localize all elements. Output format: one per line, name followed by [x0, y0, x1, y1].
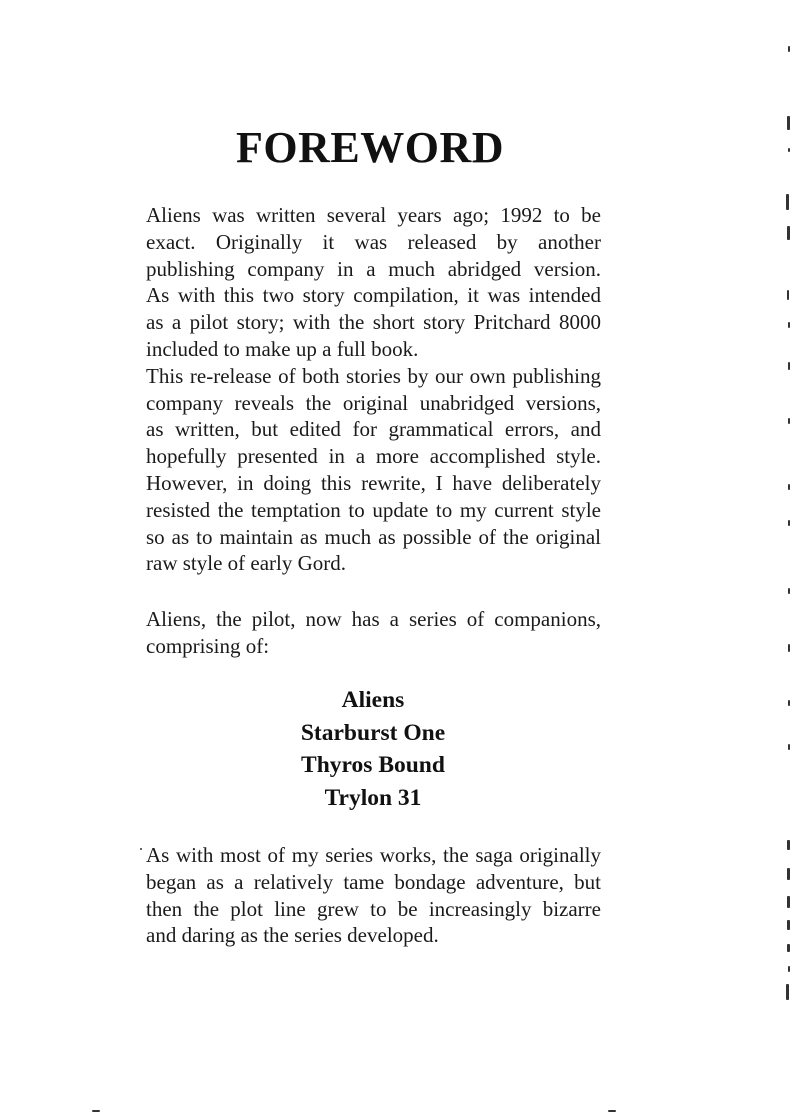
text-line: hopefully presented in a more accomplished style.: [146, 444, 601, 469]
foreword-paragraph-2: [146, 606, 601, 660]
series-list: [0, 684, 746, 814]
scan-mark: [786, 984, 789, 1000]
text-line: As with most of my series works, the saga originally: [146, 843, 601, 867]
text-line: began as a relatively tame bondage adventure, but: [146, 869, 601, 894]
series-title: Thyros Bound: [301, 752, 445, 778]
scan-mark: [787, 290, 789, 300]
text-line: and daring as the series developed.: [146, 923, 439, 948]
text-line: As with this two story compilation, it was intended: [146, 283, 601, 308]
series-title: Starburst One: [300, 719, 446, 746]
scan-mark: [787, 944, 790, 952]
text-line: exact. Originally it was released by another: [146, 229, 601, 254]
scan-mark: [788, 744, 790, 750]
scan-mark: [786, 194, 789, 210]
scan-mark: [788, 520, 790, 526]
series-title: Trylon 31: [324, 784, 422, 811]
scan-mark: [787, 868, 790, 880]
text-line: Aliens, the pilot, now has a series of companions,: [146, 607, 601, 631]
scan-mark: [788, 148, 790, 152]
text-line: Aliens was written several years ago; 1992 to be: [146, 203, 601, 227]
scan-mark: [787, 896, 790, 908]
scan-mark: [92, 1110, 100, 1112]
text-line: comprising of:: [146, 633, 270, 658]
text-line: However, in doing this rewrite, I have deliberately: [146, 470, 601, 495]
text-line: so as to maintain as much as possible of the original: [146, 524, 601, 549]
scan-mark: [788, 484, 790, 490]
scan-mark: [788, 644, 790, 652]
scan-mark: [788, 418, 790, 424]
scan-mark: [788, 588, 790, 594]
text-line: raw style of early Gord.: [146, 551, 347, 576]
text-line: as written, but edited for grammatical errors, and: [146, 417, 601, 442]
scan-mark: [788, 46, 790, 52]
scan-mark: [787, 226, 790, 240]
scan-mark: [787, 116, 790, 130]
page-title: FOREWORD: [236, 123, 504, 172]
scan-mark: [788, 322, 790, 328]
scan-mark: [788, 700, 790, 706]
scan-mark: [140, 848, 142, 850]
scan-mark: [788, 966, 790, 972]
text-line: then the plot line grew to be increasingly bizarre: [146, 896, 601, 921]
scan-mark: [787, 840, 790, 850]
series-title: Aliens: [341, 687, 405, 713]
text-line: as a pilot story; with the short story Pritchard 8000: [146, 310, 601, 335]
text-line: company reveals the original unabridged versions,: [146, 390, 601, 415]
foreword-paragraph-1: [146, 202, 601, 577]
text-line: included to make up a full book.: [146, 336, 419, 361]
text-line: resisted the temptation to update to my current style: [146, 497, 601, 522]
text-line: This re-release of both stories by our own publishing: [146, 363, 601, 388]
scan-mark: [787, 920, 790, 930]
text-line: publishing company in a much abridged version.: [146, 256, 601, 281]
foreword-paragraph-3: [146, 842, 601, 949]
scan-mark: [608, 1110, 616, 1112]
scan-mark: [788, 362, 790, 370]
